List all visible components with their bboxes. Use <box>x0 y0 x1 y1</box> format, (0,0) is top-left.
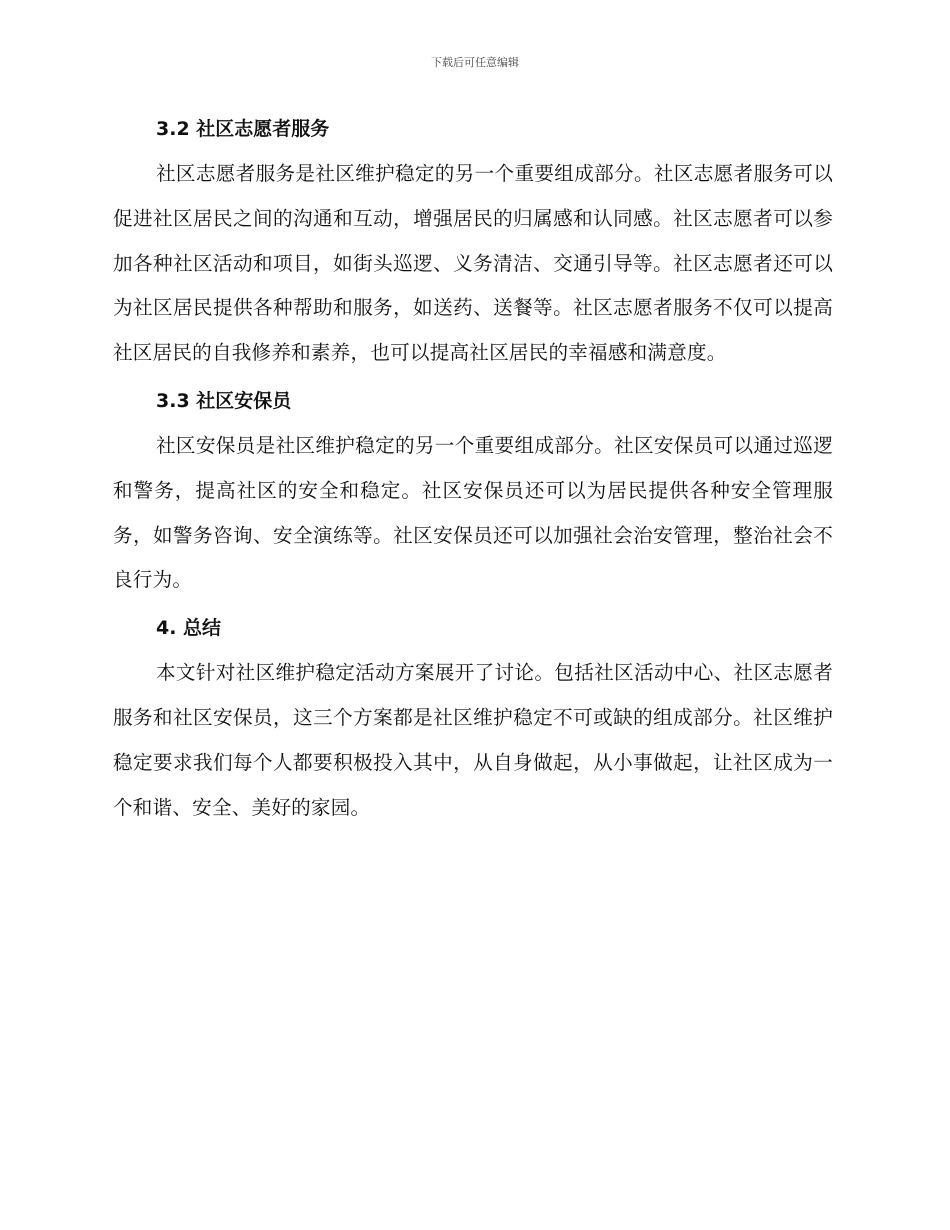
page-header: 下载后可任意编辑 <box>431 56 519 69</box>
document-body <box>113 112 833 832</box>
section-heading-security-guard: 3.3 社区安保员 <box>156 389 292 412</box>
paragraph-volunteer-service: 社区志愿者服务是社区维护稳定的另一个重要组成部分。社区志愿者服务可以促进社区居民之间的沟通和互动，增强居民的归属感和认同感。社区志愿者可以参加各种社区活动和项目，如街头巡逻、义务清洁、交通引导等。社区志愿者还可以为社区居民提供各种帮助和服务，如送药、送餐等。社区志愿者服务不仅可以提高社区居民的自我修养和素养，也可以提高社区居民的幸福感和满意度。 <box>113 162 833 365</box>
paragraph-summary: 本文针对社区维护稳定活动方案展开了讨论。包括社区活动中心、社区志愿者服务和社区安保员，这三个方案都是社区维护稳定不可或缺的组成部分。社区维护稳定要求我们每个人都要积极投入其中，从自身做起，从小事做起，让社区成为一个和谐、安全、美好的家园。 <box>113 661 833 819</box>
paragraph-security-guard: 社区安保员是社区维护稳定的另一个重要组成部分。社区安保员可以通过巡逻和警务，提高社区的安全和稳定。社区安保员还可以为居民提供各种安全管理服务，如警务咨询、安全演练等。社区安保员还可以加强社会治安管理，整治社会不良行为。 <box>113 433 833 592</box>
section-heading-volunteer-service: 3.2 社区志愿者服务 <box>156 118 330 140</box>
section-heading-summary: 4. 总结 <box>156 617 222 640</box>
